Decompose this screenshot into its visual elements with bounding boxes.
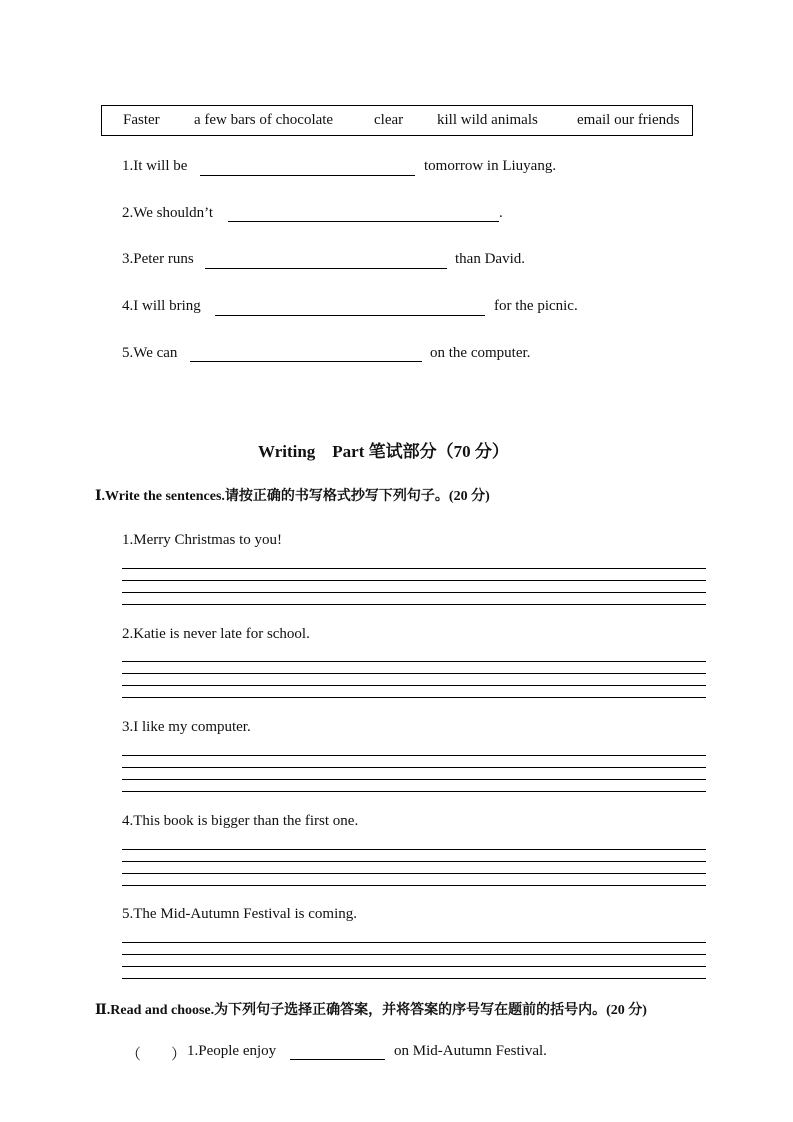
writing-line[interactable] (122, 755, 706, 756)
fill-in-prefix: 3.Peter runs (122, 251, 194, 267)
writing-line[interactable] (122, 604, 706, 605)
fill-in-suffix: on the computer. (430, 345, 531, 361)
section-1-heading: Ⅰ.Write the sentences.请按正确的书写格式抄写下列句子。(20 分) (95, 489, 490, 504)
copy-sentence: 3.I like my computer. (122, 719, 251, 735)
fill-in-prefix: 1.It will be (122, 158, 188, 174)
fill-in-suffix: than David. (455, 251, 525, 267)
answer-blank[interactable] (290, 1059, 385, 1060)
writing-line[interactable] (122, 885, 706, 886)
fill-in-suffix: tomorrow in Liuyang. (424, 158, 557, 174)
copy-sentence: 5.The Mid-Autumn Festival is coming. (122, 906, 357, 922)
writing-line[interactable] (122, 673, 706, 674)
writing-line[interactable] (122, 861, 706, 862)
word-bank-item: a few bars of chocolate (194, 112, 334, 128)
fill-in-suffix: for the picnic. (494, 298, 578, 314)
writing-line[interactable] (122, 697, 706, 698)
answer-blank[interactable] (228, 221, 499, 222)
answer-blank[interactable] (190, 361, 422, 362)
writing-line[interactable] (122, 873, 706, 874)
fill-in-prefix: 4.I will bring (122, 298, 201, 314)
writing-line[interactable] (122, 849, 706, 850)
copy-sentence: 4.This book is bigger than the first one. (122, 813, 359, 829)
word-bank-item: Faster (123, 112, 160, 128)
word-bank-item: email our friends (577, 112, 680, 128)
writing-line[interactable] (122, 954, 706, 955)
question-prefix: 1.People enjoy (187, 1043, 277, 1059)
writing-line[interactable] (122, 580, 706, 581)
fill-in-prefix: 5.We can (122, 345, 178, 361)
answer-blank[interactable] (215, 315, 485, 316)
word-bank-item: kill wild animals (437, 112, 538, 128)
answer-blank[interactable] (205, 268, 447, 269)
writing-part-title: Writing Part 笔试部分（70 分） (258, 442, 509, 461)
answer-paren[interactable]: （ ） (126, 1047, 187, 1063)
writing-line[interactable] (122, 978, 706, 979)
writing-line[interactable] (122, 966, 706, 967)
writing-line[interactable] (122, 685, 706, 686)
writing-line[interactable] (122, 767, 706, 768)
word-bank-box (101, 105, 693, 136)
fill-in-prefix: 2.We shouldn’t (122, 205, 214, 221)
copy-sentence: 2.Katie is never late for school. (122, 626, 310, 642)
writing-line[interactable] (122, 779, 706, 780)
copy-sentence: 1.Merry Christmas to you! (122, 532, 282, 548)
writing-line[interactable] (122, 661, 706, 662)
word-bank-item: clear (374, 112, 404, 128)
writing-line[interactable] (122, 791, 706, 792)
writing-line[interactable] (122, 942, 706, 943)
writing-line[interactable] (122, 592, 706, 593)
section-2-heading: Ⅱ.Read and choose.为下列句子选择正确答案，并将答案的序号写在题前的括号内。(20 分) (95, 1003, 647, 1018)
writing-line[interactable] (122, 568, 706, 569)
answer-blank[interactable] (200, 175, 415, 176)
fill-in-suffix: . (499, 205, 503, 221)
question-suffix: on Mid-Autumn Festival. (394, 1043, 547, 1059)
